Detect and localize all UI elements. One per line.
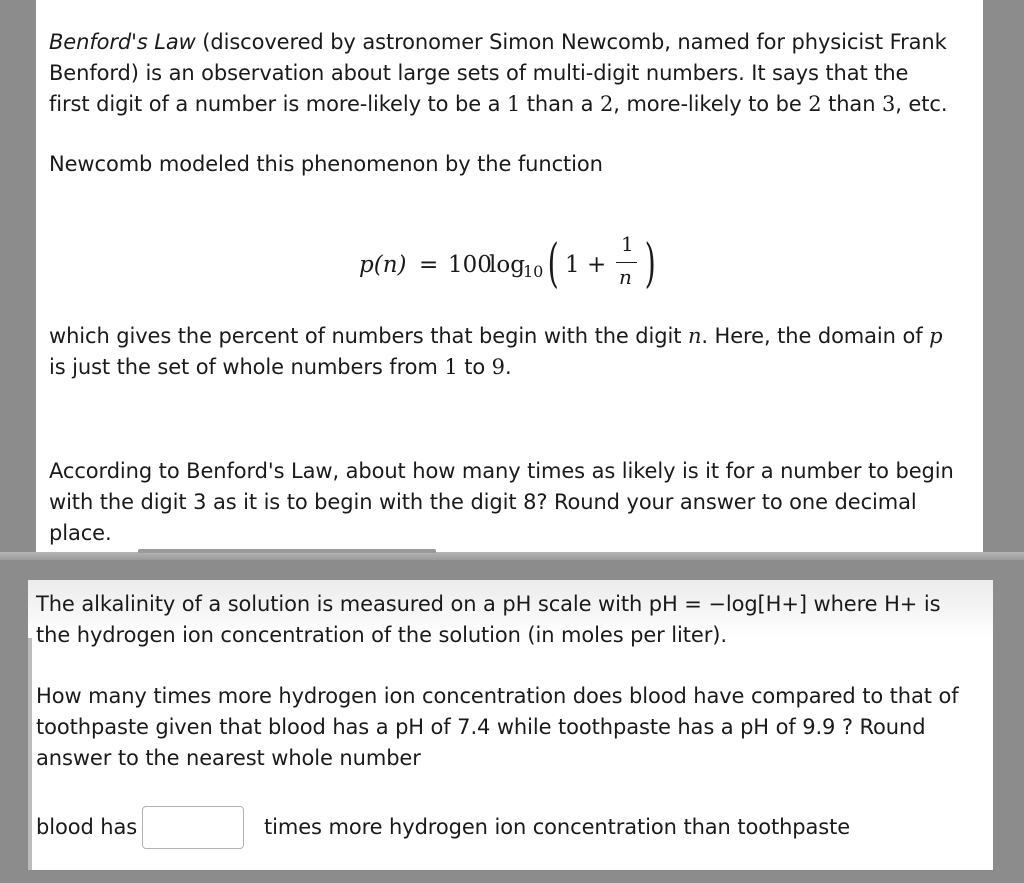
- answer-prefix: blood has: [36, 815, 138, 839]
- fraction-bar: [616, 262, 637, 263]
- separator-tab: [138, 549, 436, 553]
- benford-law-term: Benford's Law: [49, 30, 196, 54]
- fraction-numerator: 1: [621, 232, 634, 256]
- formula-plus: +: [587, 252, 607, 278]
- formula-coefficient: 100: [448, 252, 492, 278]
- fraction-denominator: n: [619, 265, 632, 289]
- answer-suffix: times more hydrogen ion concentration than toothpaste: [264, 815, 851, 839]
- right-paren: ): [644, 234, 656, 294]
- ph-question: How many times more hydrogen ion concentration does blood have compared to that of toothpaste given that blood has a pH of 7.4 while toothpaste has a pH of 9.9 ? Round answer to the nearest whole number: [36, 684, 959, 770]
- domain-text: which gives the percent of numbers that begin with the digit n. Here, the domain of p is just the set of whole numbers from 1 to 9.: [49, 324, 943, 379]
- left-paren: (: [547, 234, 559, 294]
- model-text: Newcomb modeled this phenomenon by the function: [49, 152, 603, 176]
- answer-input[interactable]: [142, 806, 244, 849]
- ph-intro: The alkalinity of a solution is measured on a pH scale with pH = −log[H+] where H+ is the hydrogen ion concentration of the solution (in moles per liter).: [36, 592, 941, 647]
- formula-log-base: 10: [523, 262, 544, 281]
- formula-log: log: [489, 252, 525, 278]
- panel-separator: [0, 552, 1024, 560]
- formula-one: 1: [565, 252, 580, 278]
- benford-question: According to Benford's Law, about how many times as likely is it for a number to begin with the digit 3 as it is to begin with the digit 8? Round your answer to one decimal place.: [49, 459, 954, 545]
- benford-intro: Benford's Law (discovered by astronomer Simon Newcomb, named for physicist Frank Benford) is an observation about large sets of multi-digit numbers. It says that the first digit of a number is more-likely to be a 1 than a 2, more-likely to be 2 than 3, etc.: [49, 30, 948, 116]
- formula-equals: =: [419, 252, 439, 278]
- formula-lhs: p(n): [359, 252, 407, 278]
